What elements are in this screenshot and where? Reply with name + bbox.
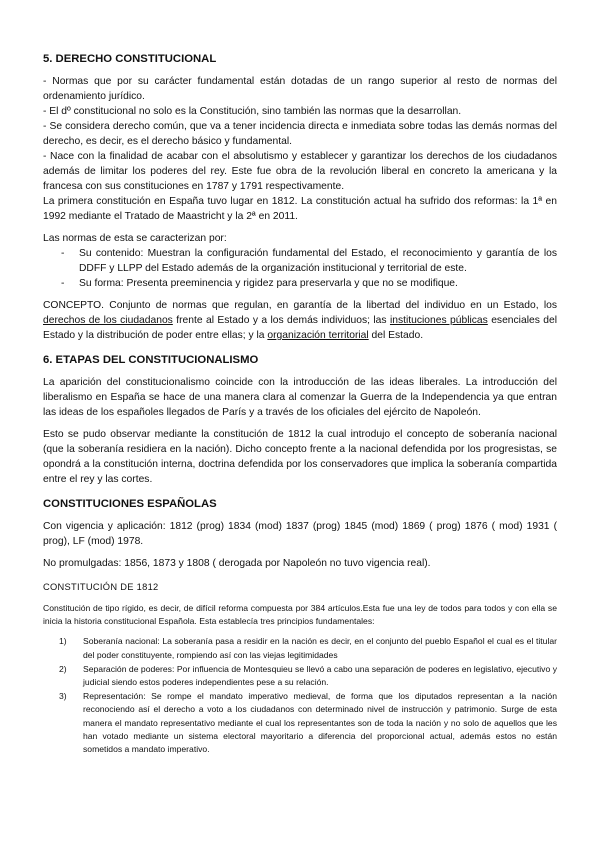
dash-marker: - — [61, 248, 65, 259]
list-item — [43, 635, 557, 661]
vigencia-paragraph: Con vigencia y aplicación: 1812 (prog) 1834 (mod) 1837 (prog) 1845 (mod) 1869 ( prog) 1876 ( mod) 1931 ( prog), LF (mod) 1978. — [43, 521, 557, 547]
principle-number: 3) — [59, 691, 67, 702]
section-5-line-2: - El dº constitucional no solo es la Constitución, sino también las normas que la desarrollan. — [43, 106, 462, 117]
section-6-paragraph-1: La aparición del constitucionalismo coincide con la introducción de las ideas liberales. La introducción del liberalismo en España se hace de una manera clara al comenzar la Guerra de la Independencia ya que entran las ideas de los españoles llegados de París y a través de los oficiales del ejército de Napoleón. — [43, 377, 557, 418]
concepto-text-4: del Estado. — [368, 330, 424, 341]
derechos-ciudadanos-link: derechos de los ciudadanos — [43, 315, 173, 326]
constitucion-1812-intro: Constitución de tipo rígido, es decir, de difícil reforma compuesta por 384 artículos.Esta fue una ley de todos para todos y con ella se inicia la historia constitucional Española. Esta establecía tres principios fundamentales: — [43, 603, 557, 627]
constitucion-1812-heading: CONSTITUCIÓN DE 1812 — [43, 582, 159, 592]
section-5-line-4: - Nace con la finalidad de acabar con el absolutismo y establecer y garantizar los derechos de los ciudadanos además de limitar los poderes del rey. Este fue obra de la revolución liberal en concreto la americana y la francesa con sus constituciones en 1787 y 1791 respectivamente. — [43, 151, 557, 192]
dash-marker: - — [61, 278, 65, 289]
section-5-heading: 5. DERECHO CONSTITUCIONAL — [43, 53, 217, 65]
constituciones-heading: CONSTITUCIONES ESPAÑOLAS — [43, 498, 217, 510]
concepto-paragraph — [43, 298, 557, 343]
organizacion-territorial-link: organización territorial — [267, 330, 369, 341]
section-5-line-3: - Se considera derecho común, que va a tener incidencia directa e inmediata sobre todas las demás normas del derecho, es decir, es el derecho básico y fundamental. — [43, 121, 557, 147]
section-6-paragraph-2: Esto se pudo observar mediante la constitución de 1812 la cual introdujo el concepto de soberanía nacional (que la soberanía residiera en la nación). Dicho concepto frente a la nacional defendida por los progresistas, se opondrá a la constitución interna, doctrina defendida por los conservadores que implica la soberanía compartida entre el rey y las cortes. — [43, 429, 557, 485]
norms-list — [43, 246, 557, 291]
list-item — [43, 276, 557, 291]
no-promulgadas-paragraph: No promulgadas: 1856, 1873 y 1808 ( derogada por Napoleón no tuvo vigencia real). — [43, 558, 431, 569]
list-item — [43, 663, 557, 689]
section-6-heading: 6. ETAPAS DEL CONSTITUCIONALISMO — [43, 354, 259, 366]
principle-separacion: Separación de poderes: Por influencia de Montesquieu se llevó a cabo una separación de poderes en legislativo, ejecutivo y judicial siendo estos poderes independientes pese a su relación. — [83, 663, 557, 688]
list-item — [43, 690, 557, 756]
principle-number: 1) — [59, 636, 67, 647]
document-page — [43, 52, 557, 757]
instituciones-publicas-link: instituciones públicas — [389, 315, 488, 326]
principle-soberania: Soberanía nacional: La soberanía pasa a residir en la nación es decir, en el conjunto del pueblo Español el cual es el titular del poder constituyente, rompiendo así con las viejas legitimidades — [83, 636, 557, 660]
concepto-text-2: frente al Estado y a los demás individuos; las — [172, 315, 390, 326]
concepto-text-1: CONCEPTO. Conjunto de normas que regulan, en garantía de la libertad del individuo en un Estado, los — [43, 300, 557, 311]
list-item — [43, 246, 557, 276]
concepto-text-3: esenciales del Estado y la distribución de poder entre ellas; y la — [43, 315, 557, 341]
section-5-line-5: La primera constitución en España tuvo lugar en 1812. La constitución actual ha sufrido dos reformas: la 1ª en 1992 mediante el Tratado de Maastricht y la 2ª en 2011. — [43, 196, 557, 222]
norm-content: Su contenido: Muestran la configuración fundamental del Estado, el reconocimiento y garantía de los DDFF y LLPP del Estado además de la organización institucional y territorial de este. — [79, 248, 557, 274]
principle-number: 2) — [59, 663, 67, 674]
norm-form: Su forma: Presenta preeminencia y rigidez para preservarla y que no se modifique. — [79, 278, 458, 289]
principle-representacion: Representación: Se rompe el mandato imperativo medieval, de forma que los diputados representan a la nación reconociendo así el derecho a voto a los ciudadanos con determinado nivel de instrucción y patrimonio. Surge de esta manera el mandato representativo mediante el cual los representantes son de toda la nación y no solo de aquellos que les han votado mediante un sistema electoral mayoritario a diferencia del proporcional actual, además estos no están sometidos a mandato imperativo. — [83, 691, 557, 755]
principles-list — [43, 635, 557, 756]
section-5-line-1: - Normas que por su carácter fundamental están dotadas de un rango superior al resto de normas del ordenamiento jurídico. — [43, 76, 557, 102]
norms-intro: Las normas de esta se caracterizan por: — [43, 233, 227, 244]
